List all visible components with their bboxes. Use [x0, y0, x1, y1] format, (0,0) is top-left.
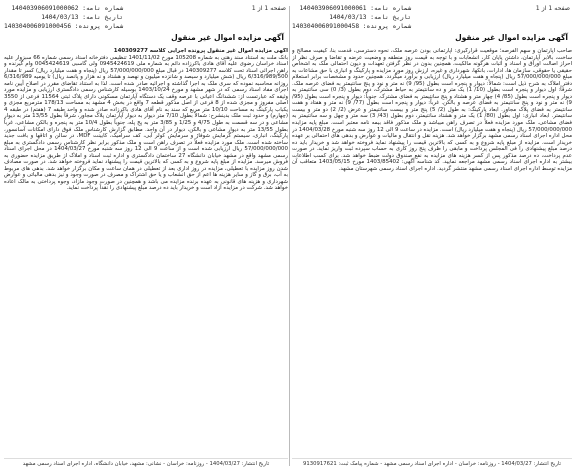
- notice-body: [292, 48, 572, 456]
- case-number: شماره پرونده: 140304006091000458: [292, 23, 412, 30]
- page-label: صفحه 1 از 1: [535, 5, 570, 12]
- auction-notice-left: [4, 4, 288, 470]
- letter-number: شماره نامه: 140403906091000061: [299, 5, 412, 12]
- notice-footer: تاریخ انتشار: 1404/03/27 - روزنامه: خراسان - اداره اجرای اسناد رسمی مشهد - شماره پیامک ثبت: 9130917621: [292, 458, 572, 468]
- notice-title: آگهی مزایده اموال غیر منقول: [171, 33, 284, 42]
- letter-date: تاریخ نامه: 1404/03/13: [329, 14, 412, 21]
- notice-title: آگهی مزایده اموال غیر منقول: [455, 33, 568, 42]
- case-number: شماره پرونده: 140304006091000456: [4, 23, 124, 30]
- page-label: صفحه 1 از 1: [251, 5, 286, 12]
- auction-notice-right: [292, 4, 572, 470]
- letter-number: شماره نامه: 140403906091000062: [11, 5, 124, 12]
- notice-meta: [292, 4, 411, 31]
- notice-body: [4, 48, 288, 456]
- column-divider: [289, 6, 290, 466]
- notice-meta: [4, 4, 123, 31]
- notice-header: [292, 4, 572, 46]
- notice-paragraph: صاحب آپارتمان و سهم الفرصه؛ موقعیت قرارگیری: آپارتمانی بودن عرصه ملک، نحوه دسترسی، قدمت بنا، کیفیت مصالح و ساخت، بالابر آپارتمان، داشتن پایان کار، انشعابات و با توجه به قیمت روز منطقه و وضعیت عرضه و تقاضا و صرف نظر از احراز اصالت اوراق و اسناد و اثبات هرگونه مالکیت، همچنین بدون در نظر گرفتن تعهدات و دیون احتمالی ملک به اشخاص حقیقی یا حقوقی، سازمان ها، ادارات، بانکها، شهرداری و غیره، ارزش روز مورد مزایده و پارکینگ و انباری با حق مشاعات به مبلغ 57/000/000/000 ریال (پنجاه و هفت میلیارد ریال) ارزیابی و برآورد میگردد. همچنین حدود و مشخصات برابر استعلام دفتر املاک به شرح ذیل است: شمالاً: دیوار و پنجره است بطول (95/ 9) نه متر و نود و پنج سانتیمتر به فضای عرصه ملک. شرقاً: اول دیوار و پنجره است بطول (10/ 1) یک متر و ده سانتیمتر به حیاط مشترک، دوم بطول (3/ 0) سی سانتیمتر به دیوار و پنجره است بطول (85/ 4) چهار متر و هشتاد و پنج سانتیمتر به فضای مشترک. جنوباً: دیوار و پنجره است بطول (95/ 9) نه متر و نود و پنج سانتیمتر به فضای عرصه و بالکن. غرباً: دیوار و پنجره است بطول (77/ 9) نه متر و هفتاد و هفت سانتیمتر به فضای پلاک مجاور. ابعاد پارکینگ: به طول (2/ 5) پنج متر و بیست سانتیمتر و عرض (2/ 2) دو متر و بیست سانتیمتر. ابعاد انباری: اول بطول (80/ 1) یک متر و هشتاد سانتیمتر، دوم بطول (43/ 3) سه متر و چهل و سه سانتیمتر به فضای مشاعی. ملک مورد مزایده فعلاً در تصرف راهن میباشد و ملک مذکور فاقد بیمه نامه معتبر است. مبلغ پایه مزایده 57/000/000/000 ریال (پنجاه و هفت میلیارد ریال) است. مزایده در ساعت 9 الی 12 روز سه شنبه مورخ 1404/03/28 در محل اداره اجرای اسناد رسمی مشهد برگزار خواهد شد. هزینه نقل و انتقال و مالیات و عوارض و بدهی های احتمالی بر عهده خریدار است. مزایده از مبلغ پایه شروع و به کسی که بالاترین قیمت را پیشنهاد نماید فروخته خواهد شد و خریدار باید ده درصد مبلغ پیشنهادی را فی المجلس پرداخت و مابقی را ظرف پنج روز کاری به حساب سپرده ثبت واریز نماید. در صورت عدم پرداخت، ده درصد مذکور پس از کسر هزینه های مزایده به نفع صندوق دولت ضبط خواهد شد. برای کسب اطلاعات بیشتر به اداره اجرای اسناد رسمی مشهد مراجعه نمایید. کد شناسه آگهی: 1403/85402 مورخ 1403/05/15 متعاقب آن مزایده توسط اداره اجرای اسناد رسمی مشهد منتشر گردید. اداره اجرای اسناد رسمی شهرستان مشهد.: [292, 48, 572, 172]
- notice-paragraph: بانک ملت به استناد سند رهنی به شماره 105208 مورخ 1401/11/02 تنظیمی دفترخانه اسناد رسمی شماره 66 سبزوار علیه اسناد خراسان رضوی علیه آقای هادی باکرزاده دائم به شماره ملی 0945424619 ولی گاسبی 0045424619 وام گیرنده و راهن اجرائی اسناد تحت کلاسه 140309277 در قبال مبلغ 57/000/000/000 ریال (پنجاه و هفت میلیارد ریال) کسر تا مقدار 6/316/989/500 ریال (شش میلیارد و سیصد و شانزده میلیون و نهصد و هشتاد و نه هزار و پانصد ریال) تا یومیه 6/316/989 روزانه محاسبه نموده که سری ملک به اجرا گذاشته و اجرائیه صادر شده است. لذا به استناد تقاضای مقرر در اصلاح آیین نامه اجرای مفاد اسناد رسمی که در شهر مشهد و مورخ 1403/10/24 بوسیله کارشناس رسمی دادگستری ارزیابی و مزایده مورد وثیقه که عبارتست از: ششدانگ اعیانی با عرصه وقف یک دستگاه آپارتمان مسکونی دارای پلاک ثبتی 11564 فرعی از 3550 اصلی مفروز و مجزی شده از 8 فرعی از اصل مذکور قطعه 7 واقع در بخش 4 مشهد به مساحت 178/13 مترمربع مجزی و یکباب پارکینگ به مساحت 10/10 متر مربع که سند به نام آقای هادی باکرزاده صادر شده و واحد طبقه 7 (هفتم) در طبقه 4 (چهارم) و حدود ثبت ملک بدینشرح: شمالاً بطول 7/10 متر دیوار به دیوار آپارتمان پلاک مجاور، شرقاً بطول 13/55 متر به دیوار مشاعی و در سه قسمت به طول 4/75 و 1/25 و 3/85 متر به پخ پله، جنوباً بطول 10/4 متر به پنجره و بالکن مشاعی، غرباً بطول 13/55 متر به دیوار مشاعی و بالکن، دیوار در آن واحد. مطابق گزارش کارشناس ملک فوق دارای امکانات آسانسور، پارکینگ، انباری، سیستم گرمایش شوفاژ و سرمایش کولر آبی، کف سرامیک، کابینت MDF، در سالن و اتاقها و بافت جدید ساخته شده است. ملک مورد مزایده فعلاً در تصرف راهن است و ملک مذکور برابر نظر کارشناس رسمی دادگستری به مبلغ 57/000/000/000 ریال ارزیابی شده است و از ساعت 9 الی 12 روز سه شنبه مورخ 1404/03/27 در محل اجرای اسناد رسمی مشهد واقع در مشهد خیابان دانشگاه 27 ساختمان دادگستری و اداره ثبت اسناد و املاک از طریق مزایده حضوری به فروش میرسد. مزایده از مبلغ پایه شروع و به کسی که بالاترین قیمت را پیشنهاد نماید فروخته خواهد شد. در صورت مصادف شدن روز مزایده با تعطیلی، مزایده در روز اداری بعد از تعطیلی در همان ساعت و مکان برگزار خواهد شد. بدهی های مربوط به آب، برق و گاز و سایر هزینه ها اعم از حق انشعاب و یا حق اشتراک و مصرف در صورت وجود و نیز بدهی مالیاتی و عوارض شهرداری و هزینه های قانونی به عهده برنده مزایده می باشد و همچنین در صورت وجود مازاد، وجوه پرداختی به مالک اعاده خواهد شد. شرکت در مزایده آزاد است و خریدار باید ده درصد مبلغ پیشنهادی را نقداً پرداخت نماید.: [4, 54, 288, 192]
- notice-header: [4, 4, 288, 46]
- notice-footer: تاریخ انتشار: 1404/03/27 - روزنامه: خراسان - نشانی: مشهد، خیابان دانشگاه، اداره اجرای اسناد رسمی مشهد: [4, 458, 288, 468]
- letter-date: تاریخ نامه: 1404/03/13: [41, 14, 124, 21]
- notice-lead: آگهی مزایده اموال غیر منقول پرونده اجرایی کلاسه 140309277: [113, 48, 288, 54]
